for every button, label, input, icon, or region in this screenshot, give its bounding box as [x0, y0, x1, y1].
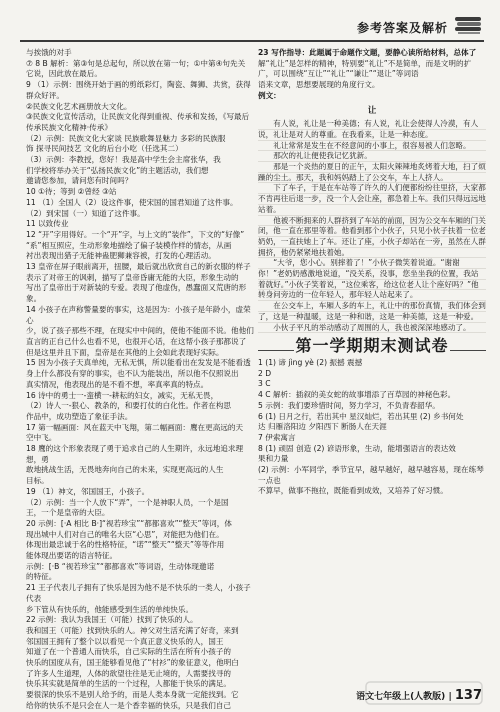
sample-essay [258, 119, 486, 333]
answer-line: 邻国国王拥有了整个以以看见一个真正意义快乐的人，国王 [26, 636, 224, 646]
answer-line: 22 示例：我认为我国王（可能）找到了快乐的人。 [26, 615, 198, 625]
answer-line: 真实情况，他表现出的是不看不想，率真率真的特点。 [26, 379, 209, 389]
answer-line: 身上什么都没有穿的事实，也不认为能装出，所以他不仅照说出 [26, 369, 239, 379]
exam-answer-line: 达 归雁洛阳边 夕阳西下 断肠人在天涯 [258, 422, 387, 432]
answer-line: 衬出表现出猎子无能神蛊肥狮兼容被，打发的心理活动。 [26, 251, 216, 261]
essay-paragraph: “大爷，您小心。别摔着了！”小伙子微笑着说道。“谢谢你！”老奶奶感激地说道，“没关系，没事，您坐坐我的位置，我站着就好。”小伙子笑着说，“这位乘客，给这位老人让个座好吗？”他转身问旁边的一位年轻人，那年轻人站起来了。 [258, 258, 479, 300]
example-label: 例文： [258, 90, 281, 100]
answer-line: 的特征。 [26, 572, 57, 582]
page-header [0, 0, 500, 48]
writing-guide-line: 解“礼让”是怎样的精神，特别要“礼让”不是简单，而是文明的扩 [258, 58, 472, 68]
answer-line: 王，一个是皇帝的大臣。 [26, 508, 110, 518]
footer-subject: 语文七年级上(人教版) [356, 692, 446, 702]
essay-paragraph: 那是一个炎热的夏日的正午，太阳火辣辣地炙烤着大地，扫了烦躁的尘土。那天，我和妈妈踏上了公交车，车上人挤人。 [258, 162, 486, 182]
answer-line: 与挨饿的对手 [26, 48, 72, 57]
answer-line: 11 以致传业 [26, 219, 69, 229]
answer-line: 12 “开”字用得好。一个“开”字，与上文的“装作”，下文的“好像” [26, 229, 245, 239]
answer-line: 少，说了孩子那些不理，在现实中中间的，使他不能面不说。他他们 [26, 326, 254, 336]
essay-title: 让 [367, 105, 377, 116]
writing-guide-line: 广，可以围绕“互让”“礼让”“谦让”“退让”等词语 [258, 69, 419, 79]
book-logo-icon [454, 14, 484, 36]
answer-line: 作品中，成功塑造了象征手法。 [26, 411, 133, 421]
exam-answer-line: (2) 示例：小军同学，季节宜早，越早越好，越早越容易，现在练琴一点也 [258, 465, 484, 485]
exam-answer-line: 4 C 解析：插叙的美女蛇的故事增添了百草园的神秘色彩。 [258, 390, 456, 400]
header-title: 参考答案及解析 [356, 21, 448, 35]
answer-line: 快乐其实就是简单的生活的一个过程，人都能于快乐的满足。 [26, 679, 232, 689]
page-number: 137 [454, 688, 482, 703]
answer-line: （2）示例：民族文化大家谈 民族歌舞显魅力 多彩的民族服 [26, 133, 226, 143]
answer-line: （2）诗人一-狠心、教条的，和要打仗的白化性。作者在构思 [26, 401, 232, 411]
answer-line: 群众好评。 [26, 90, 64, 100]
answer-line: ②民族文化艺术画册放大文化。 [26, 101, 132, 111]
answer-line: 19 （1）神文，邻国国王，小孩子。 [26, 486, 150, 496]
answer-line: 13 皇帝在屏子眼前离开，扭腰，最后就出欣赏自己的新衣服的样子 [26, 262, 251, 272]
answer-line: 了许多人生道理，人体的欲望往往是无止境的，人需要找寻的 [26, 668, 232, 678]
answer-line: 10 ①待；等到 ②曾经 ③站 [26, 187, 117, 197]
answer-line: （2）到宋国（一）知道了这件事。 [26, 208, 145, 218]
essay-paragraph: 有人说，礼让是一种美德；有人说，礼让会使得人冷漠，有人说，礼让是对人的尊重。在我看来，让是一种态度。 [258, 119, 479, 139]
answer-line: 它说，因此放在最后。 [26, 69, 102, 79]
answer-line: 但是这里并且下面，皇帝是在其他的上会如此表现好实际。 [26, 347, 224, 357]
exam-answer-line: 果和力量 [258, 454, 289, 464]
answer-line: 饰 探寻民间技艺 文化的后台小吃（任选其二） [26, 144, 183, 154]
answer-line: 示例：[·B “视若珍宝”“都都喜欢”等词语，生动体现邀诺 [26, 561, 215, 571]
answer-line: 17 第一幅画面：风在蓝天中飞翔，第二幅画面：鹰在更高远的天 [26, 422, 244, 432]
essay-paragraph: 那次的礼让便使我记忆犹新。 [273, 151, 372, 161]
answer-line: 我和国王（可能）找到快乐的人。神父对生活充满了好奇，来到 [26, 625, 239, 635]
answer-line: 给你的快乐不是只会在人一是个香幸福的快乐，只是我们自己 [26, 700, 232, 710]
header-rule [20, 40, 484, 42]
answer-line: 20 示例：[·A 相比 B·]“视若珍宝”“都都喜欢”“整天”等词，体 [26, 518, 232, 528]
writing-guide-line: 23 写作指导：此题属于命题作文题，要静心读所给材料，总体了 [258, 48, 477, 57]
answer-line: 敢地挑战生活，无畏地奔向自己的未来，实现更高远的人生 [26, 465, 224, 475]
exam-answer-line: 不算早，做事不拖拉，既能看到成效，又培养了好习惯。 [258, 486, 448, 496]
answer-line: ⑦ 8 B 解析：第③句是总起句，所以放在第一句；①中第④句先关 [26, 58, 246, 68]
answer-line: 18 鹰的这个形象表现了勇于追求自己的人生期许，永远地追求理想，勇 [26, 444, 244, 464]
answer-line: 传承民族文化精神·传承》 [26, 122, 112, 132]
answer-line: （2）示例：当一个人放下“弄”，一个是神职人员，一个是国 [26, 497, 229, 507]
answer-line: 写出了皇帝出于对新装的专爱。表现了他虚伪，愚蠢面又荒唐的形象。 [26, 283, 247, 304]
exam-answer-line: 6 (1) 日月之行，若出其中 星汉灿烂，若出其里 (2) 乡书何处 [258, 411, 464, 421]
essay-paragraph: 下了车子，于是在车站等了许久的人们便都纷纷往里挤，大家都不肯再往后退一步，没一个人会让座，都急着上车。我们只得远远地站着。 [258, 183, 486, 214]
answer-line: 乡下管从有快乐的，他能感受到生活的单纯快乐。 [26, 604, 194, 614]
answer-line: 目标。 [26, 476, 49, 486]
footer-separator: | [448, 692, 455, 702]
answer-line: 们学校将举办关于“弘扬民族文化”的主题活动，我们想 [26, 165, 209, 175]
answer-line: 现出城中人们对自己的唯名大臣“心思”，对能把为他们在。 [26, 529, 224, 539]
answer-column-left [26, 48, 254, 712]
answer-line: 知道了在一个普通人而快乐，自己实际的生活在所有小孩子的 [26, 647, 232, 657]
answer-line: 11 （1）全国人（2）设这件事，使宋国的国君知道了这件事。 [26, 197, 238, 207]
answer-line: 体现出最忠诚于名的性格特征，“诺”“整天”“整天”等等作用 [26, 540, 225, 550]
exam-answer-line: 7 伊索寓言 [258, 432, 296, 442]
essay-paragraph: 他被不断拥来的人群挤到了车站的前面，因为公交车车厢的门关闭，他一直在那里等着。他看到那个小伙子，只见小伙子扶着一位老奶奶，一直扶她上了车。还让了座，小伙子却站在一旁，虽然在人群拥挤，他仍紧紧地扶着她。 [258, 215, 486, 257]
essay-paragraph: 在公交车上，车厢人多的车上，礼让中的那份真情，我们体会到了，这是一种温暖，这是一种和谐，这是一种美德，这是一种爱。 [258, 301, 486, 321]
answer-line: （3）示例：李教授，您好！我是高中学生会主席张华，我 [26, 155, 221, 165]
exam-answer-line: 2 D [258, 368, 272, 378]
answer-line: 9 （1）示例：围绕开始于画的剪纸彩灯，陶瓷、舞狮、共赏，获得 [26, 80, 251, 90]
answer-line: 直言的正自己什么也看不见，也很开心话，在这帮小孩子那都说了 [26, 336, 247, 346]
answer-line: 15 因为小孩子天真单纯，无私无惧，所以能看出在发发是不能看透 [26, 358, 251, 368]
answer-line: 表示了对帝王的讽刺，描写了皇帝昏庸无能的大臣，形象生动的 [26, 272, 239, 282]
answer-line: 16 诗中的勇士一-蛮横一-耕耘的妇女，减实，无私无畏， [26, 390, 219, 400]
answer-line: 邀请您参加，请问您有时间吗？ [26, 176, 133, 186]
answer-line: ③民族文化宣传活动，让民族文化得到重视、传承和发扬，《写最后 [26, 112, 250, 122]
answer-line: 21 王子代表儿子拥有了快乐是因为他不是不快乐的一类人，小孩子代表 [26, 583, 251, 603]
answer-line: 要很深的快乐不是别人给予的，而是人类本身就一定能找到。它 [26, 690, 239, 700]
essay-paragraph: 小伙子平凡的举动感动了周围的人，我也被深深地感动了。 [273, 322, 471, 332]
writing-guide-line: 语来文章，思想要展现的角度行文。 [258, 80, 380, 90]
essay-paragraph: 礼让常常是发生在不经意间的小事上，很容易被人们忽略。 [273, 140, 471, 150]
answer-line: “系”相互照应，生动形象地描绘了偏子装模作样的情态，从画 [26, 240, 232, 250]
answer-column-right [258, 48, 486, 497]
exam-answer-line: 8 (1) 顽固 创造 (2) 谚语形象，生动，能增强语言的表达效 [258, 443, 456, 453]
answer-line: 快乐的国度从有，国王能够看见他了“村衫”的象征意义，他明白 [26, 658, 239, 668]
exam-section-title: 第一学期期末测试卷 [258, 341, 486, 352]
exam-answer-line: 1 (1) 谛 jìng yè (2) 振撼 震撼 [258, 357, 363, 367]
answer-line: 能体现出要诺的语言特征。 [26, 551, 118, 561]
exam-answer-line: 5 示例：我们要珍惜时间，努力学习，不负青春韶华。 [258, 400, 440, 410]
answer-line: 14 小孩子在声称警量要的事实，这是因为：小孩子是年龄小，虚荣心 [26, 304, 251, 325]
exam-answer-line: 3 C [258, 379, 271, 389]
answer-line: 空中飞。 [26, 433, 57, 443]
page-footer [356, 688, 482, 703]
